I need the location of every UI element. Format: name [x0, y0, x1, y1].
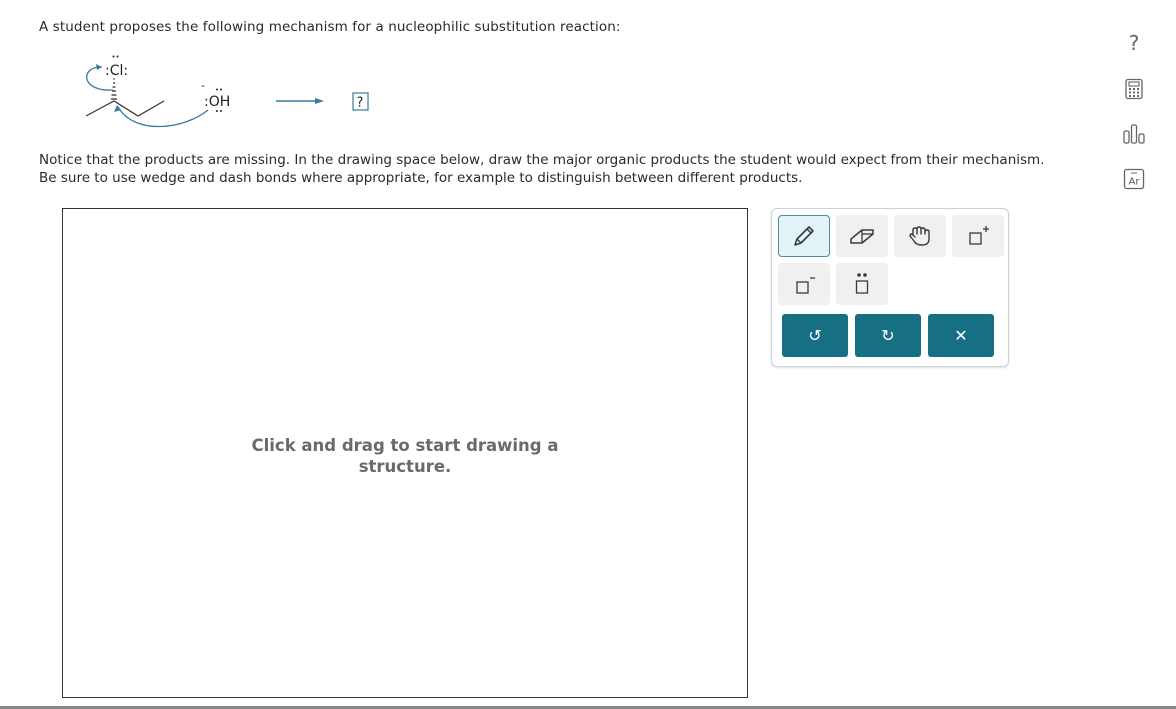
add-lone-pair-icon [848, 270, 876, 298]
positive-charge-tool-button[interactable] [952, 215, 1004, 257]
question-prompt: A student proposes the following mechanism for a nucleophilic substitution reaction: [39, 19, 621, 35]
add-negative-charge-icon [790, 270, 818, 298]
data-chart-button[interactable] [1121, 121, 1147, 147]
drawing-toolbox [771, 208, 1009, 367]
nucleophile-charge: - [201, 79, 205, 92]
help-icon: ? [1128, 31, 1140, 55]
nucleophile-label: :OH [204, 94, 231, 110]
calculator-icon [1124, 78, 1144, 100]
periodic-table-button[interactable] [1121, 166, 1147, 192]
hand-tool-button[interactable] [894, 215, 946, 257]
drawing-canvas[interactable] [62, 208, 748, 698]
mechanism-diagram [80, 54, 380, 134]
instructions [39, 151, 1099, 187]
help-button[interactable] [1121, 30, 1147, 56]
instructions-line-1: Notice that the products are missing. In the drawing space below, draw the major organic products the student would expect from their mechanism. [39, 152, 1045, 168]
instructions-line-2: Be sure to use wedge and dash bonds where appropriate, for example to distinguish between different products. [39, 170, 803, 186]
hand-icon [906, 222, 934, 250]
add-positive-charge-icon [964, 222, 992, 250]
periodic-table-icon [1123, 168, 1145, 190]
undo-button[interactable]: ↺ [782, 314, 848, 357]
calculator-button[interactable] [1121, 76, 1147, 102]
bar-chart-icon [1122, 123, 1146, 145]
eraser-tool-button[interactable] [836, 215, 888, 257]
lone-pair-tool-button[interactable] [836, 263, 888, 305]
pencil-tool-button[interactable] [778, 215, 830, 257]
eraser-icon [847, 222, 877, 250]
leaving-group-label: :Cl: [105, 63, 129, 79]
clear-button[interactable]: ✕ [928, 314, 994, 357]
negative-charge-tool-button[interactable] [778, 263, 830, 305]
redo-button[interactable]: ↻ [855, 314, 921, 357]
periodic-table-label: Ar [1128, 176, 1140, 188]
pencil-icon [790, 222, 818, 250]
canvas-hint-line-1: Click and drag to start drawing a [251, 436, 559, 455]
product-placeholder: ? [356, 95, 364, 111]
canvas-hint-line-2: structure. [358, 457, 452, 476]
canvas-hint [63, 435, 747, 477]
